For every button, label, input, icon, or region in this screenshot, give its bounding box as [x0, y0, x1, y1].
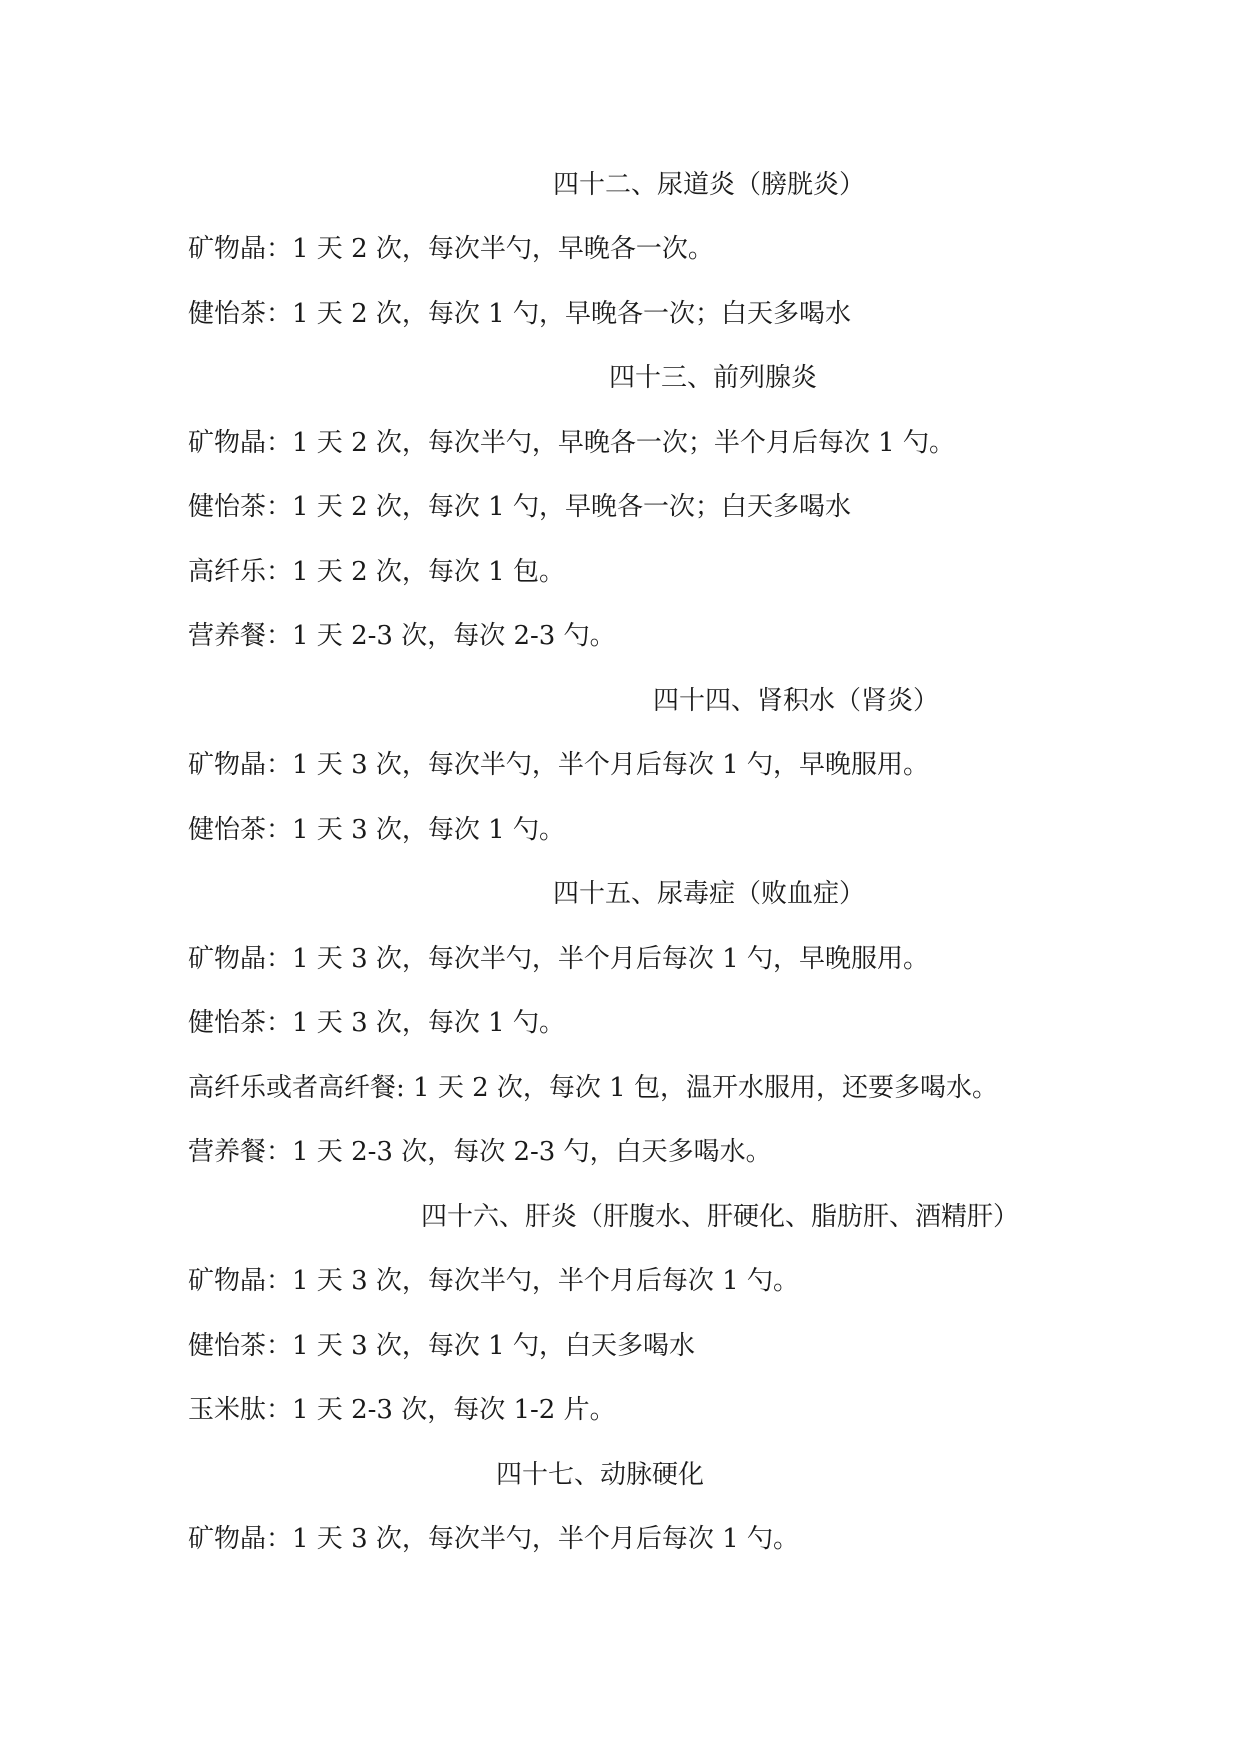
section-heading: 四十三、前列腺炎 — [609, 363, 818, 393]
section-heading: 四十五、尿毒症（败血症） — [553, 879, 866, 909]
dosage-item: 健怡茶：1 天 3 次，每次 1 勺。 — [188, 1008, 565, 1038]
dosage-item: 矿物晶：1 天 2 次，每次半勺，早晚各一次。 — [188, 234, 714, 264]
dosage-item: 健怡茶：1 天 2 次，每次 1 勺，早晚各一次；白天多喝水 — [188, 299, 851, 329]
dosage-item: 矿物晶：1 天 2 次，每次半勺，早晚各一次；半个月后每次 1 勺。 — [188, 428, 955, 458]
dosage-item: 健怡茶：1 天 2 次，每次 1 勺，早晚各一次；白天多喝水 — [188, 492, 851, 522]
dosage-item: 矿物晶：1 天 3 次，每次半勺，半个月后每次 1 勺，早晚服用。 — [188, 944, 929, 974]
dosage-item: 高纤乐或者高纤餐: 1 天 2 次，每次 1 包，温开水服用，还要多喝水。 — [188, 1073, 998, 1103]
section-heading: 四十七、动脉硬化 — [496, 1460, 705, 1490]
section-heading: 四十二、尿道炎（膀胱炎） — [553, 170, 866, 200]
dosage-item: 矿物晶：1 天 3 次，每次半勺，半个月后每次 1 勺。 — [188, 1524, 799, 1554]
dosage-item: 矿物晶：1 天 3 次，每次半勺，半个月后每次 1 勺，早晚服用。 — [188, 750, 929, 780]
dosage-item: 高纤乐：1 天 2 次，每次 1 包。 — [188, 557, 565, 587]
dosage-item: 营养餐：1 天 2-3 次，每次 2-3 勺。 — [188, 621, 616, 651]
dosage-item: 矿物晶：1 天 3 次，每次半勺，半个月后每次 1 勺。 — [188, 1266, 799, 1296]
dosage-item: 营养餐：1 天 2-3 次，每次 2-3 勺，白天多喝水。 — [188, 1137, 772, 1167]
dosage-item: 健怡茶：1 天 3 次，每次 1 勺，白天多喝水 — [188, 1331, 695, 1361]
section-heading: 四十四、肾积水（肾炎） — [653, 686, 940, 716]
section-heading: 四十六、肝炎（肝腹水、肝硬化、脂肪肝、酒精肝） — [421, 1202, 1020, 1232]
dosage-item: 健怡茶：1 天 3 次，每次 1 勺。 — [188, 815, 565, 845]
dosage-item: 玉米肽：1 天 2-3 次，每次 1-2 片。 — [188, 1395, 616, 1425]
